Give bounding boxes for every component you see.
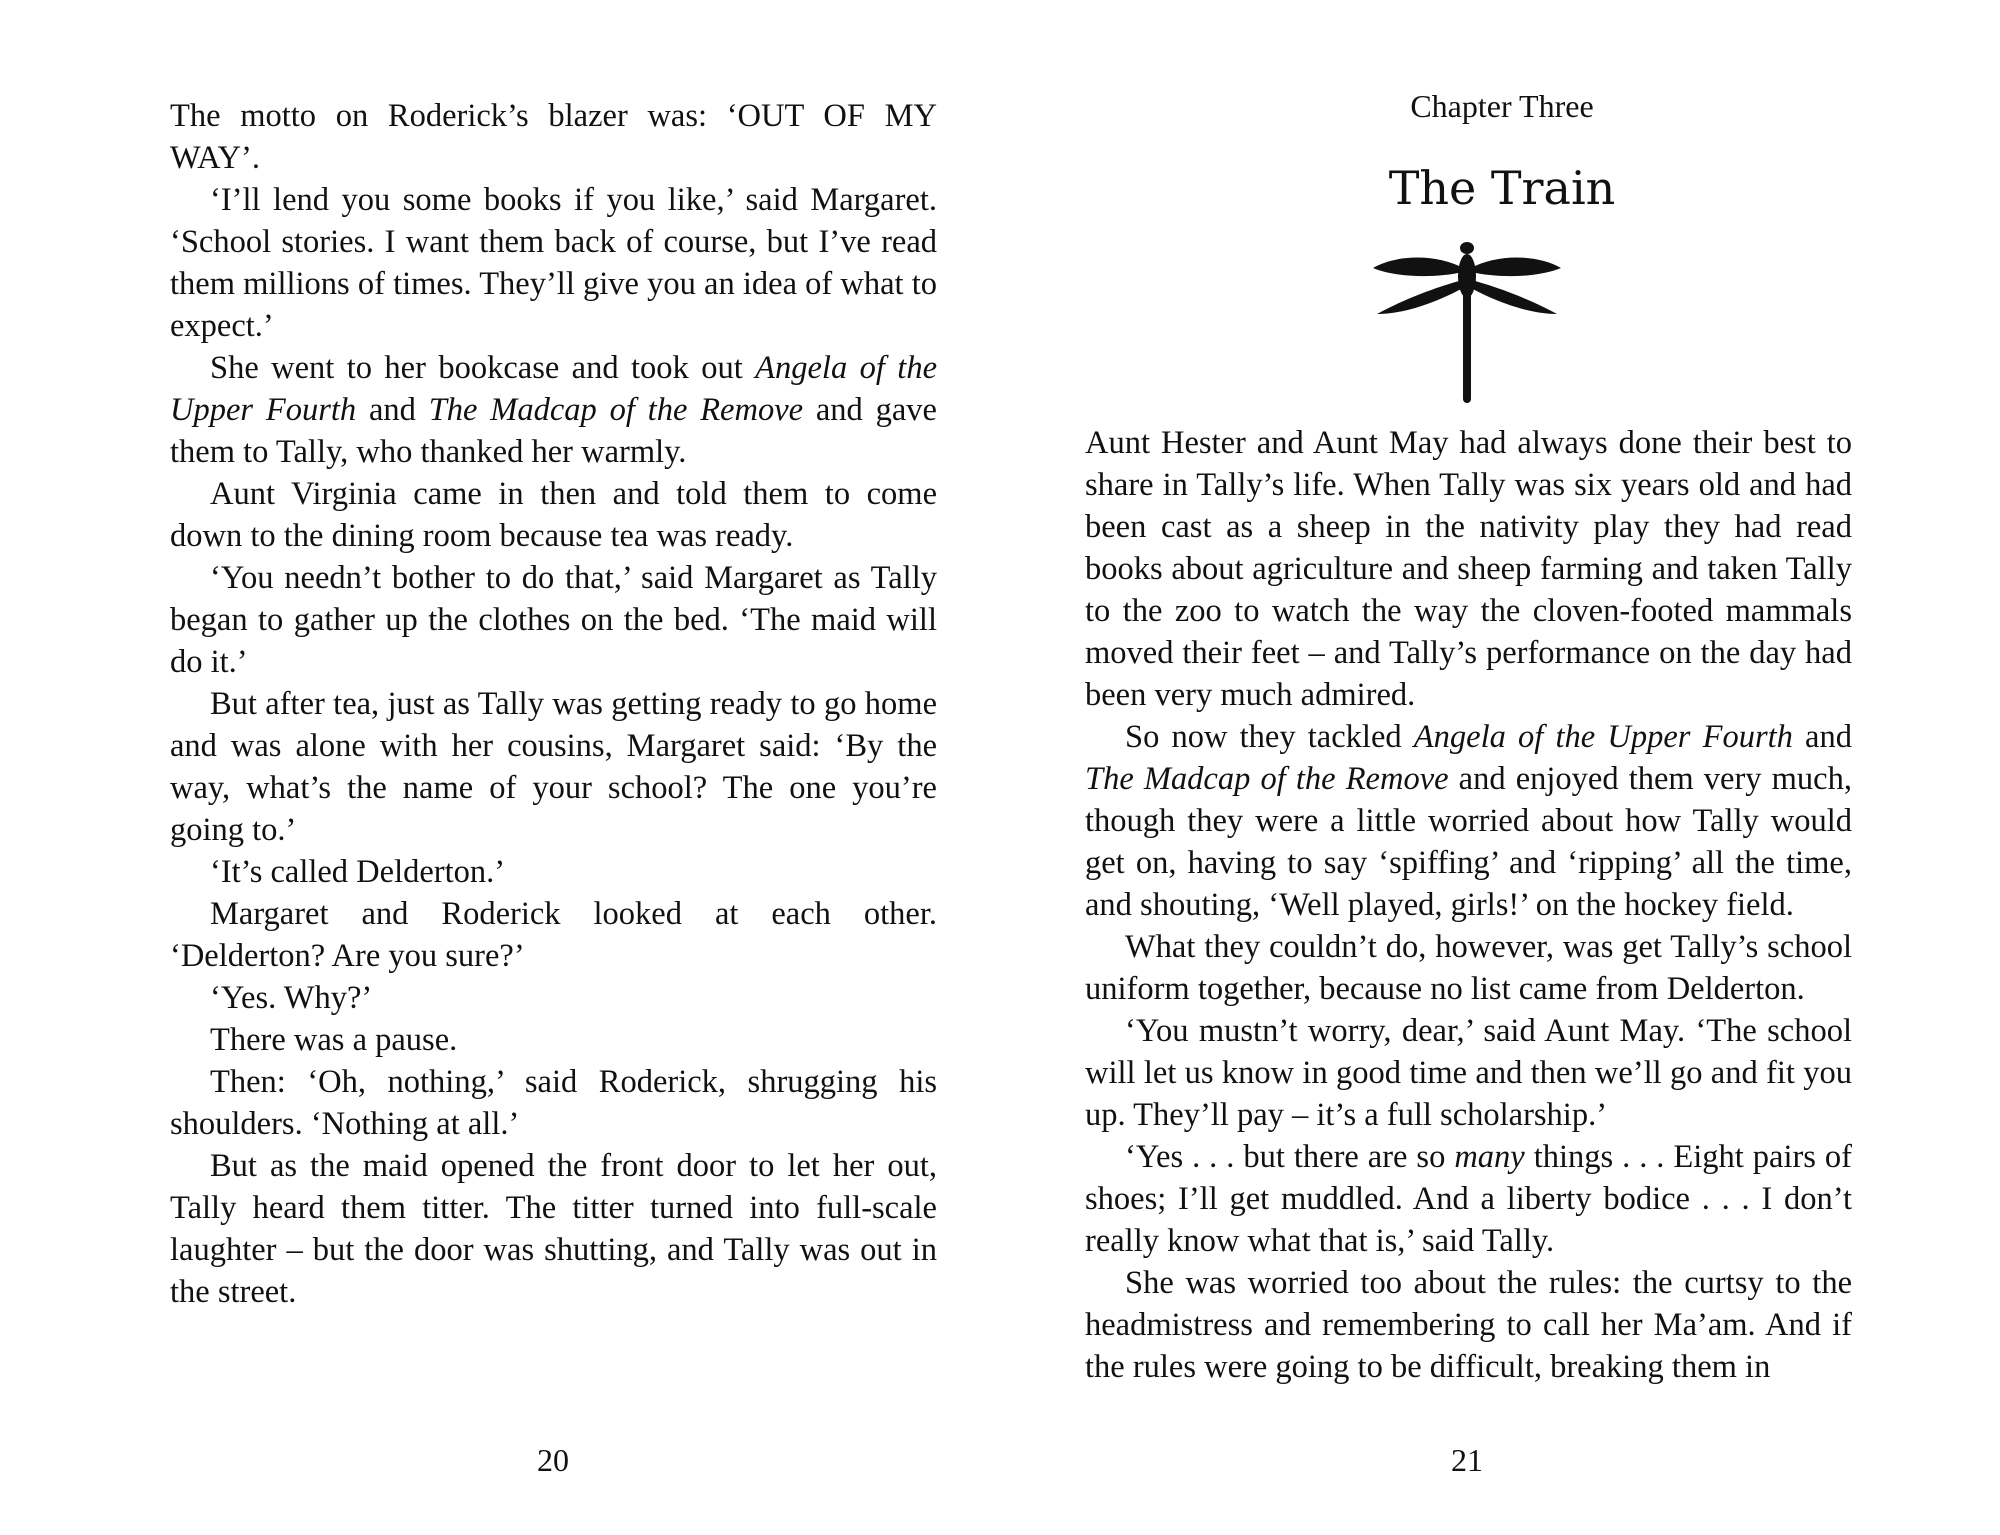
paragraph xyxy=(170,683,937,851)
page-number-left: 20 xyxy=(537,1442,569,1478)
paragraph xyxy=(170,1061,937,1145)
paragraph xyxy=(1085,716,1852,926)
paragraph-text: But as the maid opened the front door to let her out, Tally heard them titter. The titter turned into full-scale laughter – but the door was shutting, and Tally was out in the street. xyxy=(170,1148,937,1310)
paragraph-text: and xyxy=(356,392,429,428)
right-page xyxy=(1000,0,2000,1535)
paragraph-text: So now they tackled xyxy=(1125,719,1414,755)
paragraph-text: She was worried too about the rules: the curtsy to the headmistress and remembering to call her Ma’am. And if the rules were going to be difficult, breaking them in xyxy=(1085,1265,1852,1385)
paragraph xyxy=(1085,1262,1852,1388)
dragonfly-icon xyxy=(1367,238,1567,408)
paragraph xyxy=(170,851,937,893)
paragraph xyxy=(170,1145,937,1313)
italic-text: Angela of the Upper Fourth xyxy=(1413,719,1793,755)
chapter-label: Chapter Three xyxy=(1410,88,1594,124)
paragraph xyxy=(170,977,937,1019)
paragraph-text: What they couldn’t do, however, was get Tally’s school uniform together, because no list came from Delderton. xyxy=(1085,929,1852,1007)
paragraph-text: things . . . Eight pairs of shoes; I’ll get muddled. And a liberty bodice . . . I don’t really know what that is,’ said Tally. xyxy=(1085,1139,1852,1259)
paragraph-text: The motto on Roderick’s blazer was: ‘OUT OF MY WAY’. xyxy=(170,98,937,176)
paragraph xyxy=(1085,422,1852,716)
paragraph xyxy=(1085,1010,1852,1136)
italic-text: The Madcap of the Remove xyxy=(428,392,804,428)
paragraph-text: She went to her bookcase and took out xyxy=(210,350,756,386)
paragraph-text: ‘I’ll lend you some books if you like,’ said Margaret. ‘School stories. I want them back of course, but I’ve read them millions of times. They’ll give you an idea of what to expect.’ xyxy=(170,182,937,344)
paragraph xyxy=(170,473,937,557)
paragraph-text: and xyxy=(1792,719,1852,755)
paragraph-text: ‘You mustn’t worry, dear,’ said Aunt May. ‘The school will let us know in good time and then we’ll go and fit you up. They’ll pay – it’s a full scholarship.’ xyxy=(1085,1013,1852,1133)
paragraph-text: ‘Yes . . . but there are so xyxy=(1125,1139,1455,1175)
italic-text: many xyxy=(1454,1139,1525,1175)
paragraph xyxy=(1085,926,1852,1010)
paragraph xyxy=(170,347,937,473)
paragraph-text: and gave them to Tally, who thanked her warmly. xyxy=(170,392,937,470)
paragraph xyxy=(170,557,937,683)
italic-text: Angela of the Upper Fourth xyxy=(170,350,938,428)
right-page-text xyxy=(1085,422,1852,1388)
paragraph-text: ‘Yes. Why?’ xyxy=(210,980,373,1016)
paragraph xyxy=(170,893,937,977)
paragraph-text: ‘You needn’t bother to do that,’ said Margaret as Tally began to gather up the clothes on the bed. ‘The maid will do it.’ xyxy=(170,560,937,680)
paragraph-text: But after tea, just as Tally was getting ready to go home and was alone with her cousins, Margaret said: ‘By the way, what’s the name of your school? The one you’re going to.’ xyxy=(170,686,937,848)
paragraph xyxy=(170,179,937,347)
paragraph xyxy=(170,1019,937,1061)
paragraph-text: Then: ‘Oh, nothing,’ said Roderick, shrugging his shoulders. ‘Nothing at all.’ xyxy=(170,1064,937,1142)
paragraph-text: ‘It’s called Delderton.’ xyxy=(210,854,506,890)
italic-text: The Madcap of the Remove xyxy=(1085,761,1449,797)
paragraph-text: There was a pause. xyxy=(210,1022,458,1058)
paragraph-text: and enjoyed them very much, though they were a little worried about how Tally would get on, having to say ‘spiffing’ and ‘ripping’ all the time, and shouting, ‘Well played, girls!’ on the hockey field. xyxy=(1085,761,1852,923)
left-page-text xyxy=(170,95,937,1313)
paragraph-text: Aunt Hester and Aunt May had always done their best to share in Tally’s life. When Tally was six years old and had been cast as a sheep in the nativity play they had read books about agriculture and sheep farming and taken Tally to the zoo to watch the way the cloven-footed mammals moved their feet – and Tally’s performance on the day had been very much admired. xyxy=(1085,425,1852,713)
paragraph xyxy=(1085,1136,1852,1262)
page-number-right: 21 xyxy=(1451,1442,1483,1478)
paragraph-text: Margaret and Roderick looked at each other. ‘Delderton? Are you sure?’ xyxy=(170,896,937,974)
chapter-title: The Train xyxy=(1388,161,1616,215)
paragraph xyxy=(170,95,937,179)
paragraph-text: Aunt Virginia came in then and told them to come down to the dining room because tea was ready. xyxy=(170,476,937,554)
